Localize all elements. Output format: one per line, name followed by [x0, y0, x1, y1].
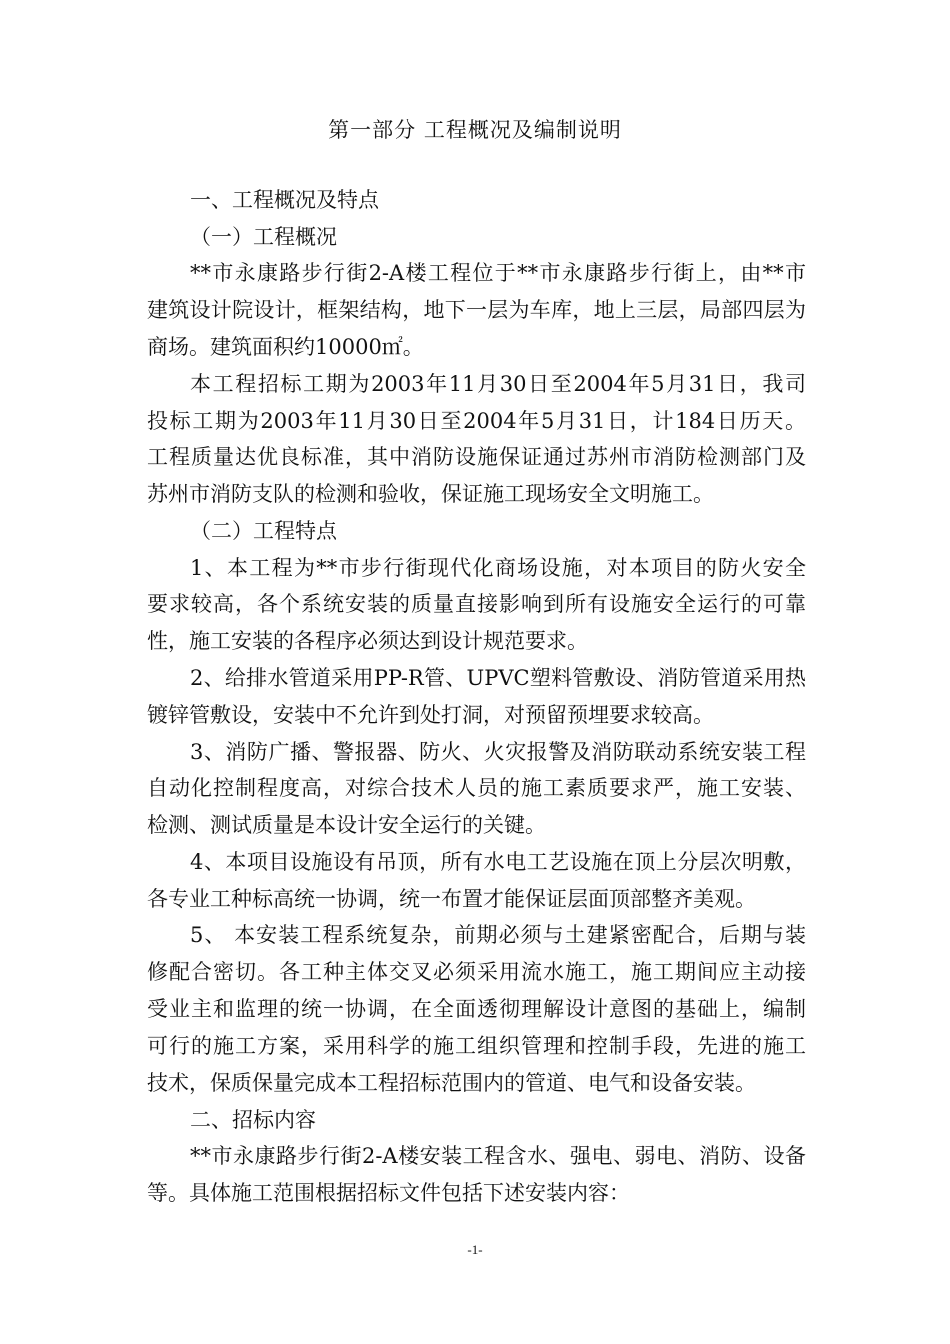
paragraph-line: 3、消防广播、警报器、防火、火灾报警及消防联动系统安装工程: [190, 740, 806, 764]
paragraph-line: 5、 本安装工程系统复杂，前期必须与土建紧密配合，后期与装: [190, 923, 806, 947]
paragraph-line: 本工程招标工期为2003年11月30日至2004年5月31日，我司: [190, 372, 806, 396]
paragraph-line: 检测、测试质量是本设计安全运行的关键。: [147, 813, 546, 837]
paragraph-line: 2、给排水管道采用PP-R管、UPVC塑料管敷设、消防管道采用热: [190, 666, 806, 690]
paragraph-line: 技术，保质保量完成本工程招标范围内的管道、电气和设备安装。: [147, 1071, 756, 1095]
paragraph-line: 苏州市消防支队的检测和验收，保证施工现场安全文明施工。: [147, 482, 714, 506]
paragraph-line: 商场。建筑面积约10000㎡。: [147, 335, 424, 359]
paragraph-line: 修配合密切。各工种主体交叉必须采用流水施工，施工期间应主动接: [147, 960, 806, 984]
page-number: -1-: [467, 1242, 483, 1257]
paragraph-line: 等。具体施工范围根据招标文件包括下述安装内容：: [147, 1181, 630, 1205]
paragraph-line: **市永康路步行街2-A楼安装工程含水、强电、弱电、消防、设备: [190, 1144, 806, 1168]
subsection-heading: （二）工程特点: [190, 519, 337, 543]
paragraph-line: 受业主和监理的统一协调，在全面透彻理解设计意图的基础上，编制: [147, 997, 806, 1021]
paragraph-line: 镀锌管敷设，安装中不允许到处打洞，对预留预埋要求较高。: [147, 703, 714, 727]
page-title: 第一部分 工程概况及编制说明: [328, 118, 622, 142]
paragraph-line: 可行的施工方案，采用科学的施工组织管理和控制手段，先进的施工: [147, 1034, 806, 1058]
paragraph-line: 4、本项目设施设有吊顶，所有水电工艺设施在顶上分层次明敷，: [190, 850, 806, 874]
paragraph-line: 投标工期为2003年11月30日至2004年5月31日，计184日历天。: [147, 409, 806, 433]
paragraph-line: 工程质量达优良标准，其中消防设施保证通过苏州市消防检测部门及: [147, 445, 806, 469]
paragraph-line: 1、本工程为**市步行街现代化商场设施，对本项目的防火安全: [190, 556, 806, 580]
paragraph-line: 建筑设计院设计，框架结构，地下一层为车库，地上三层，局部四层为: [147, 298, 806, 322]
paragraph-line: 各专业工种标高统一协调，统一布置才能保证层面顶部整齐美观。: [147, 887, 756, 911]
paragraph-line: 要求较高，各个系统安装的质量直接影响到所有设施安全运行的可靠: [147, 592, 806, 616]
paragraph-line: 自动化控制程度高，对综合技术人员的施工素质要求严，施工安装、: [147, 776, 806, 800]
subsection-heading: （一）工程概况: [190, 225, 337, 249]
section-heading: 二、招标内容: [190, 1108, 316, 1132]
section-heading: 一、工程概况及特点: [190, 188, 379, 212]
paragraph-line: 性，施工安装的各程序必须达到设计规范要求。: [147, 629, 588, 653]
paragraph-line: **市永康路步行街2-A楼工程位于**市永康路步行街上，由**市: [190, 261, 806, 285]
